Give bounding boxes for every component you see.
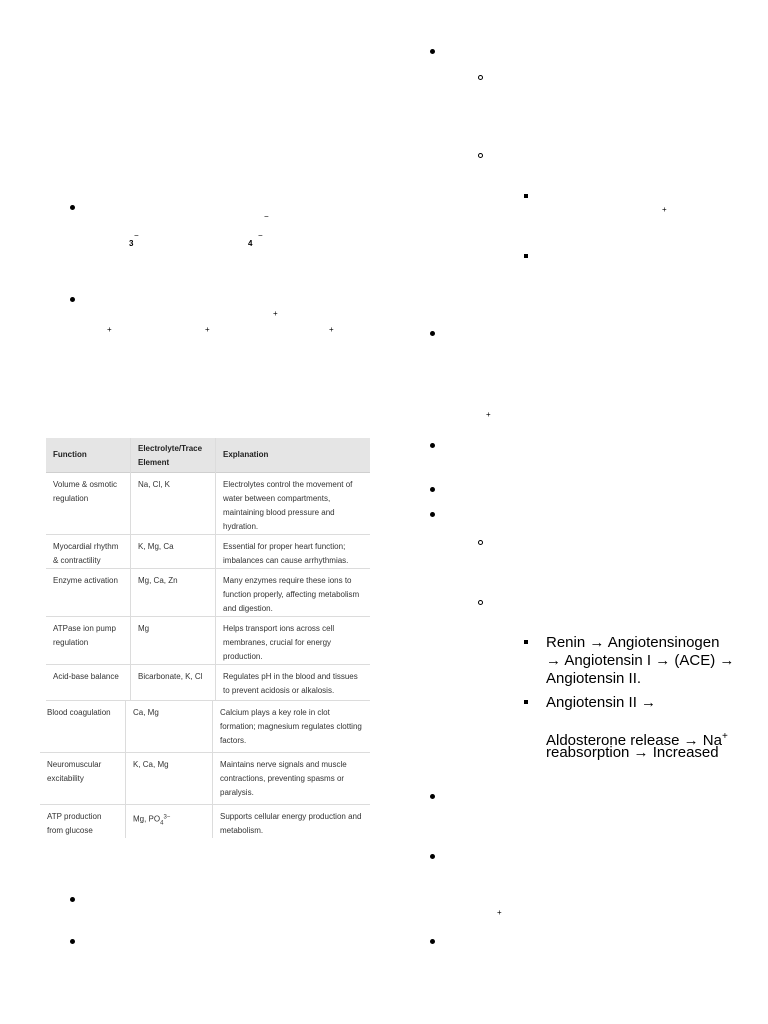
- superscript: +: [273, 309, 278, 318]
- cell-function: ATPase ion pump regulation: [53, 624, 116, 647]
- cell-elements: Ca, Mg: [133, 708, 159, 717]
- cell-function: Neuromuscular excitability: [47, 760, 102, 783]
- cell-elements: K, Ca, Mg: [133, 760, 169, 769]
- cell-explanation: Calcium plays a key role in clot formation; magnesium regulates clotting factors.: [220, 708, 362, 745]
- cell-explanation: Electrolytes control the movement of water between compartments, maintaining blood pressure and hydration.: [223, 480, 353, 531]
- superscript: +: [497, 908, 502, 917]
- bullet: [430, 939, 435, 944]
- superscript: +: [205, 325, 210, 334]
- cell-function: ATP production from glucose: [47, 812, 102, 835]
- po4-notation: [160, 814, 171, 827]
- superscript: −: [258, 231, 263, 240]
- bullet: [430, 331, 435, 336]
- electrolyte-functions-table-continued: [40, 700, 370, 840]
- bullet: [70, 897, 75, 902]
- superscript: 4: [248, 239, 253, 248]
- aldosterone-line: Aldosterone release → Na: [546, 732, 722, 749]
- cell-function: Enzyme activation: [53, 576, 118, 585]
- bullet: [70, 297, 75, 302]
- sub-sub-bullet: [524, 640, 528, 644]
- cell-elements-text: Mg, PO: [133, 814, 161, 824]
- table-row: [40, 752, 370, 805]
- superscript: 3−: [163, 814, 171, 820]
- sub-sub-bullet: [524, 700, 528, 704]
- sub-bullet: [478, 153, 483, 158]
- cell-function: Myocardial rhythm & contractility: [53, 542, 119, 565]
- raas-cascade-text: Renin → Angiotensinogen → Angiotensin I → (ACE) → Angiotensin II.: [546, 634, 735, 687]
- table-row: [40, 804, 370, 840]
- superscript: +: [107, 325, 112, 334]
- cell-function: Acid-base balance: [53, 672, 119, 681]
- table-row: [46, 616, 370, 665]
- superscript: +: [329, 325, 334, 334]
- sub-sub-bullet: [524, 194, 528, 198]
- column-header-element: Electrolyte/Trace Element: [138, 444, 203, 467]
- cell-elements: [126, 804, 212, 836]
- cell-explanation: Helps transport ions across cell membranes, crucial for energy production.: [223, 624, 335, 661]
- bullet: [70, 939, 75, 944]
- column-header-function: Function: [53, 450, 87, 459]
- cell-explanation: Essential for proper heart function; imbalances can cause arrhythmias.: [223, 542, 349, 565]
- cell-explanation: Regulates pH in the blood and tissues to prevent acidosis or alkalosis.: [223, 672, 358, 695]
- cell-explanation: Supports cellular energy production and metabolism.: [220, 812, 362, 835]
- bullet: [430, 512, 435, 517]
- bullet: [70, 205, 75, 210]
- cell-elements: K, Mg, Ca: [138, 542, 174, 551]
- table-row: [46, 534, 370, 569]
- sub-bullet: [478, 75, 483, 80]
- superscript: +: [486, 410, 491, 419]
- superscript: +: [662, 205, 667, 214]
- table-row: [46, 568, 370, 617]
- bullet: [430, 487, 435, 492]
- superscript: 3: [129, 239, 134, 248]
- bullet: [430, 854, 435, 859]
- superscript: +: [721, 731, 728, 742]
- table-row: [46, 472, 370, 535]
- sub-sub-bullet: [524, 254, 528, 258]
- cell-elements: Mg: [138, 624, 150, 633]
- cell-explanation: Many enzymes require these ions to function properly, affecting metabolism and digestion.: [223, 576, 360, 613]
- table-header-row: [46, 438, 370, 473]
- bullet: [430, 443, 435, 448]
- sub-bullet: [478, 540, 483, 545]
- bullet: [430, 49, 435, 54]
- table-row: [46, 664, 370, 701]
- superscript: −: [134, 231, 139, 240]
- reabsorption-text: reabsorption → Increased: [546, 744, 719, 761]
- cell-explanation: Maintains nerve signals and muscle contractions, preventing spasms or paralysis.: [220, 760, 347, 797]
- cell-elements: Na, Cl, K: [138, 480, 171, 489]
- subscript: 4: [160, 820, 164, 827]
- table-row: [40, 700, 370, 753]
- column-header-explanation: Explanation: [223, 450, 269, 459]
- cell-elements: Bicarbonate, K, Cl: [138, 672, 203, 681]
- bullet: [430, 794, 435, 799]
- cell-function: Blood coagulation: [47, 708, 111, 717]
- cell-elements: Mg, Ca, Zn: [138, 576, 178, 585]
- superscript: −: [264, 212, 269, 221]
- cell-function: Volume & osmotic regulation: [53, 480, 118, 503]
- angiotensin-ii-text: Angiotensin II →: [546, 694, 657, 711]
- sub-bullet: [478, 600, 483, 605]
